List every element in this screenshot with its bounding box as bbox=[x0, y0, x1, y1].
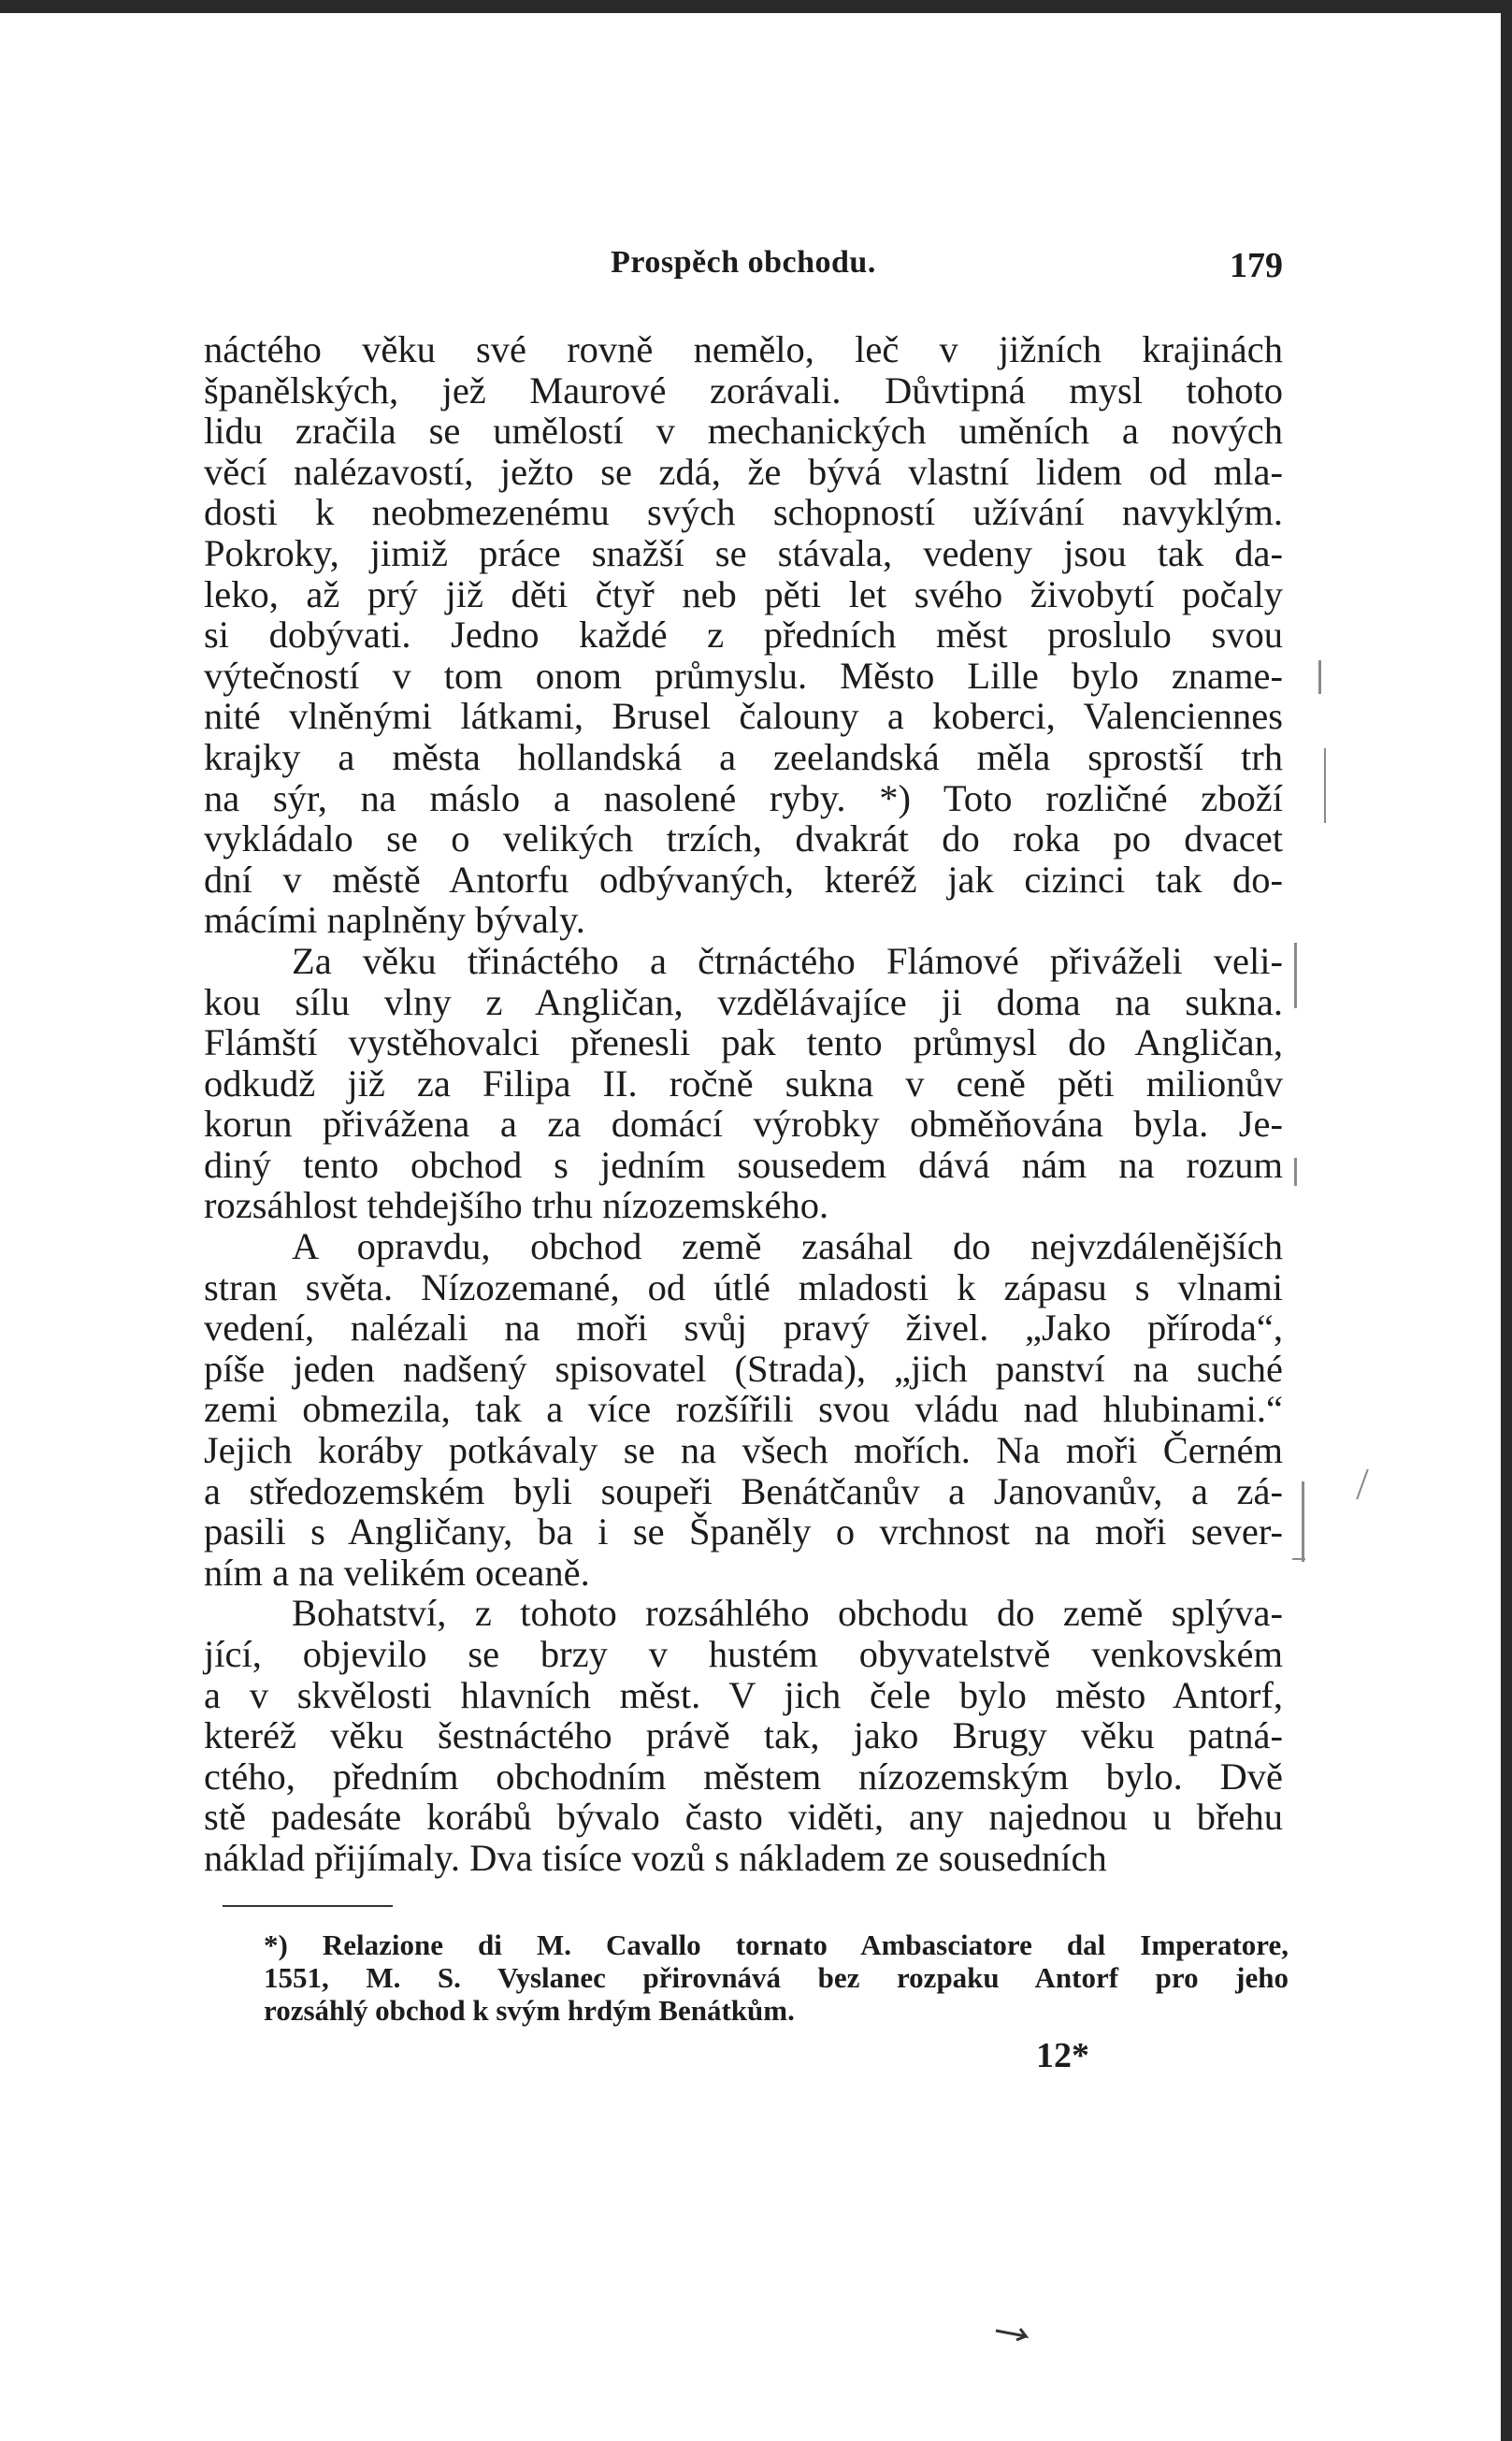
text-line: kteréž věku šestnáctého právě tak, jako Brugy věku patná- bbox=[204, 1714, 1283, 1757]
text-line: vykládalo se o velikých trzích, dvakrát do roka po dvacet bbox=[204, 817, 1283, 860]
scan-frame-top bbox=[0, 0, 1512, 13]
text-line: náctého věku své rovně nemělo, leč v jižních krajinách bbox=[204, 328, 1283, 370]
text-line: nité vlněnými látkami, Brusel čalouny a koberci, Valenciennes bbox=[204, 695, 1283, 738]
text-line: stě padesáte korábů bývalo často viděti, any najednou u břehu bbox=[204, 1796, 1283, 1839]
margin-mark bbox=[1324, 748, 1326, 823]
text-line: španělských, jež Maurové zorávali. Důvtipná mysl tohoto bbox=[204, 368, 1283, 412]
text-line: Jejich koráby potkávaly se na všech mořích. Na moři Černém bbox=[204, 1429, 1283, 1472]
text-line: mácími naplněny bývaly. bbox=[204, 899, 585, 942]
text-line: a středozemském byli soupeři Benátčanův a Janovanův, a zá- bbox=[204, 1469, 1283, 1512]
running-title: Prospěch obchodu. bbox=[611, 245, 876, 280]
paragraph bbox=[204, 1593, 1283, 1878]
text-line: Za věku třináctého a čtrnáctého Flámové přiváželi veli- bbox=[292, 939, 1283, 982]
text-line: A opravdu, obchod země zasáhal do nejvzdálenějších bbox=[292, 1225, 1283, 1268]
text-line: píše jeden nadšený spisovatel (Strada), „jich panství na suché bbox=[204, 1347, 1283, 1390]
footnote bbox=[264, 1928, 1289, 2027]
paragraph bbox=[204, 941, 1283, 1226]
text-line: diný tento obchod s jedním sousedem dává nám na rozum bbox=[204, 1143, 1283, 1186]
text-line: ním a na velikém oceaně. bbox=[204, 1551, 590, 1594]
margin-mark bbox=[1294, 1158, 1297, 1186]
footnote-rule bbox=[223, 1905, 393, 1907]
footnote-line: rozsáhlý obchod k svým hrdým Benátkům. bbox=[264, 1994, 795, 2027]
text-line: Bohatství, z tohoto rozsáhlého obchodu do země splýva- bbox=[292, 1592, 1283, 1635]
text-line: na sýr, na máslo a nasolené ryby. *) Toto rozličné zboží bbox=[204, 776, 1283, 819]
text-line: zemi obmezila, tak a více rozšířili svou vládu nad hlubinami.“ bbox=[204, 1388, 1283, 1431]
text-line: korun přivážena a za domácí výrobky obměňována byla. Je- bbox=[204, 1103, 1283, 1146]
text-line: ctého, předním obchodním městem nízozemským bylo. Dvě bbox=[204, 1755, 1283, 1798]
margin-mark bbox=[1302, 1481, 1304, 1562]
body-text bbox=[204, 329, 1283, 1879]
text-line: lidu zračila se umělostí v mechanických uměních a nových bbox=[204, 410, 1283, 453]
margin-mark bbox=[1356, 1469, 1369, 1500]
text-line: leko, až prý již děti čtyř neb pěti let svého živobytí počaly bbox=[204, 572, 1283, 615]
scan-mark-icon bbox=[994, 2325, 1035, 2342]
footnote-line: *) Relazione di M. Cavallo tornato Ambasciatore dal Imperatore, bbox=[264, 1928, 1289, 1961]
text-line: dní v městě Antorfu odbývaných, kteréž jak cizinci tak do- bbox=[204, 858, 1283, 901]
margin-mark bbox=[1292, 1558, 1305, 1560]
text-line: jící, objevilo se brzy v hustém obyvatelstvě venkovském bbox=[204, 1633, 1283, 1675]
text-line: odkudž již za Filipa II. ročně sukna v ceně pěti milionův bbox=[204, 1062, 1283, 1105]
text-line: dosti k neobmezenému svých schopností užívání navyklým. bbox=[204, 491, 1283, 534]
footnote-line: 1551, M. S. Vyslanec přirovnává bez rozpaku Antorf pro jeho bbox=[264, 1961, 1289, 1994]
page-number: 179 bbox=[1230, 246, 1283, 285]
text-line: věcí nalézavostí, ježto se zdá, že bývá vlastní lidem od mla- bbox=[204, 450, 1283, 493]
text-line: Flámští vystěhovalci přenesli pak tento průmysl do Angličan, bbox=[204, 1021, 1283, 1064]
text-line: si dobývati. Jedno každé z předních měst proslulo svou bbox=[204, 614, 1283, 657]
text-line: kou sílu vlny z Angličan, vzdělávajíce ji doma na sukna. bbox=[204, 980, 1283, 1023]
paragraph bbox=[204, 329, 1283, 941]
margin-mark bbox=[1294, 943, 1297, 1008]
paragraph bbox=[204, 1226, 1283, 1593]
text-line: stran světa. Nízozemané, od útlé mladosti k zápasu s vlnami bbox=[204, 1265, 1283, 1308]
margin-mark bbox=[1318, 660, 1321, 694]
text-line: Pokroky, jimiž práce snažší se stávala, vedeny jsou tak da- bbox=[204, 531, 1283, 574]
text-line: krajky a města hollandská a zeelandská měla sprostší trh bbox=[204, 735, 1283, 778]
text-line: pasili s Angličany, ba i se Španěly o vrchnost na moři sever- bbox=[204, 1510, 1283, 1553]
text-line: rozsáhlost tehdejšího trhu nízozemského. bbox=[204, 1184, 829, 1227]
text-line: vedení, nalézali na moři svůj pravý živel. „Jako příroda“, bbox=[204, 1307, 1283, 1350]
signature-mark: 12* bbox=[1036, 2036, 1089, 2075]
running-head bbox=[204, 245, 1283, 292]
text-line: výtečností v tom onom průmyslu. Město Lille bylo zname- bbox=[204, 654, 1283, 697]
text-line: náklad přijímaly. Dva tisíce vozů s nákladem ze sousedních bbox=[204, 1836, 1107, 1879]
text-line: a v skvělosti hlavních měst. V jich čele bylo město Antorf, bbox=[204, 1673, 1283, 1716]
scan-frame-right bbox=[1501, 0, 1512, 2441]
